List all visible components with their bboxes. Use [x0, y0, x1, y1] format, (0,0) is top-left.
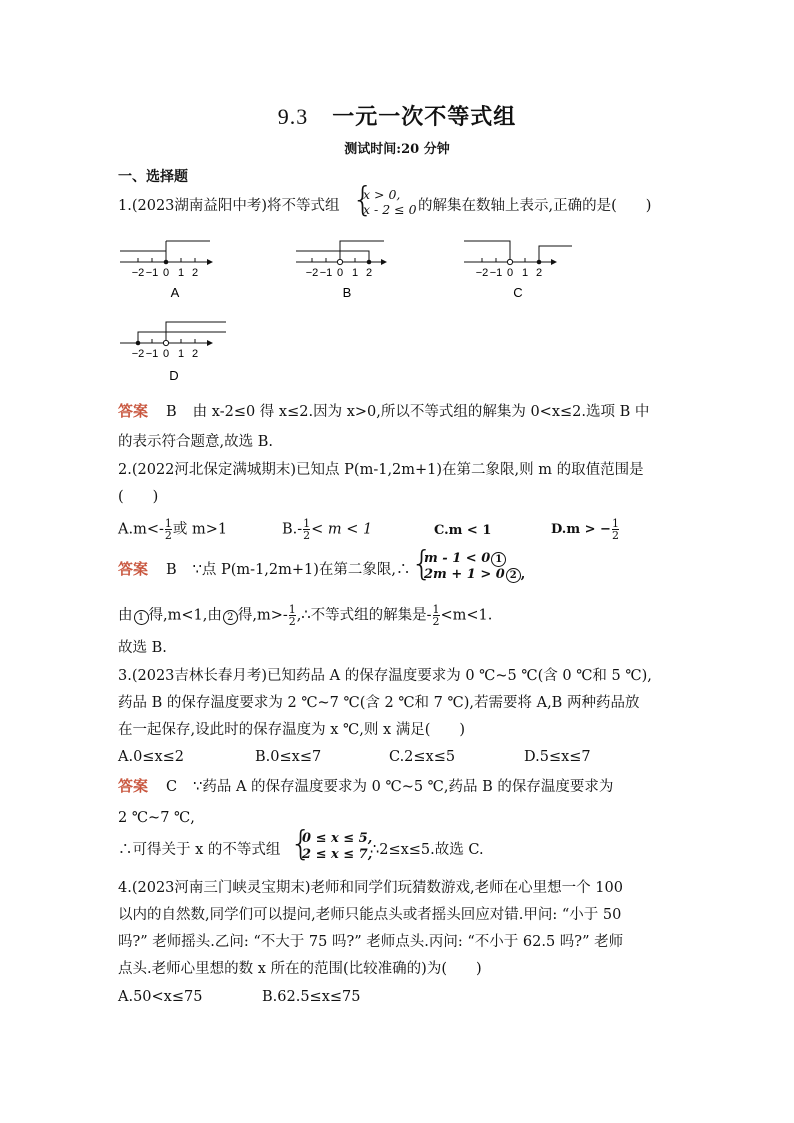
q1-number-lines [0, 0, 794, 400]
tick-label: 0 [162, 348, 170, 360]
tick-label: −2 [475, 267, 489, 279]
q4-stem-line4: 点头.老师心里想的数 x 所在的范围(比较准确的)为( ) [118, 961, 482, 977]
tick-label: 1 [177, 267, 185, 279]
q1-sys-line1: x > 0, [363, 187, 401, 202]
q2-derivation: 由 1 得,m<1,由 2 得,m>- $\frac{1}{2}$ ,∴不等式组的解集是- $\frac{1}{2}$ <m<1. [118, 603, 493, 628]
section-title: 一元一次不等式组 [332, 104, 517, 130]
answer-label: 答案 [118, 403, 149, 420]
q3-option-d[interactable]: D.5≤x≤7 [524, 749, 591, 765]
q3-option-b[interactable]: B.0≤x≤7 [255, 749, 322, 765]
q2-option-c[interactable]: C.m < 1 [434, 523, 492, 538]
q2-option-b[interactable]: B.- $\frac{1}{2}$ < m < 1 [282, 517, 373, 542]
q3-option-a[interactable]: A.0≤x≤2 [118, 749, 185, 765]
q2-stem-line1: 2.(2022河北保定满城期末)已知点 P(m-1,2m+1)在第二象限,则 m 的取值范围是 [118, 462, 644, 478]
q1-stem-suffix: 的解集在数轴上表示,正确的是( ) [418, 198, 652, 214]
option-c-number-line[interactable] [464, 241, 572, 300]
q3-stem-line1: 3.(2023吉林长春月考)已知药品 A 的保存温度要求为 0 ℃~5 ℃(含 0 ℃和 5 ℃), [118, 668, 652, 684]
q1-explanation-line2: 的表示符合题意,故选 B. [118, 434, 273, 450]
tick-label: 0 [162, 267, 170, 279]
circled-number-1: 1 [491, 552, 506, 567]
fraction-half: $\frac{1}{2}$ [164, 517, 172, 542]
q3-sys-line2: 2 ≤ x ≤ 7, [302, 847, 373, 862]
tick-label: −2 [131, 348, 145, 360]
q3-answer-line3-post: ∴2≤x≤5.故选 C. [370, 842, 484, 858]
option-d-number-line[interactable] [120, 322, 226, 383]
section-heading: 一、选择题 [118, 169, 188, 185]
q3-brace: { [290, 824, 312, 864]
tick-label: 2 [191, 267, 199, 279]
tick-label: −2 [131, 267, 145, 279]
section-number: 9.3 [277, 104, 309, 129]
tick-label: 2 [191, 348, 199, 360]
q4-option-b[interactable]: B.62.5≤x≤75 [262, 989, 361, 1005]
q2-option-a[interactable]: A.m<- $\frac{1}{2}$ 或 m>1 [118, 517, 228, 542]
option-b-number-line[interactable] [296, 241, 386, 300]
q3-option-c[interactable]: C.2≤x≤5 [389, 749, 456, 765]
fraction-half: $\frac{1}{2}$ [288, 603, 296, 628]
q1-sys-line2: x - 2 ≤ 0 [363, 202, 417, 217]
q1-answer-line1 [118, 402, 649, 422]
tick-label: −1 [145, 267, 159, 279]
q2-sys-line1: m - 1 < 0 1 [424, 552, 506, 567]
q2-option-d[interactable]: D.m > − $\frac{1}{2}$ [551, 517, 619, 542]
tick-label: 2 [365, 267, 373, 279]
q1-explanation-line1: 由 x-2≤0 得 x≤2.因为 x>0,所以不等式组的解集为 0<x≤2.选项 B 中 [192, 404, 650, 420]
tick-label: 1 [521, 267, 529, 279]
q1-answer-choice: B [166, 404, 177, 420]
q2-answer-choice: B [166, 562, 177, 578]
q2-stem-line2: ( ) [118, 489, 159, 505]
q4-stem-line2: 以内的自然数,同学们可以提问,老师只能点头或者摇头回应对错.甲问: “小于 50 [118, 907, 622, 923]
q3-answer-choice: C [166, 779, 178, 795]
q4-stem-line3: 吗?” 老师摇头.乙问: “不大于 75 吗?” 老师点头.丙问: “不小于 62.5 吗?” 老师 [118, 934, 624, 950]
tick-label: 1 [351, 267, 359, 279]
q2-answer-line1 [118, 560, 411, 580]
q4-option-a[interactable]: A.50<x≤75 [118, 989, 203, 1005]
q3-stem-line2: 药品 B 的保存温度要求为 2 ℃~7 ℃(含 2 ℃和 7 ℃),若需要将 A,B 两种药品放 [118, 695, 640, 711]
answer-label: 答案 [118, 778, 149, 795]
q3-stem-line3: 在一起保存,设此时的保存温度为 x ℃,则 x 满足( ) [118, 722, 466, 738]
tick-label: −2 [305, 267, 319, 279]
q3-answer-line2: 2 ℃~7 ℃, [118, 810, 195, 826]
tick-label: 2 [535, 267, 543, 279]
tick-label: 1 [177, 348, 185, 360]
q2-brace: { [411, 544, 433, 584]
option-a-number-line[interactable] [120, 241, 212, 300]
fraction-half: $\frac{1}{2}$ [611, 517, 619, 542]
q3-answer-line3-pre: ∴可得关于 x 的不等式组 [118, 842, 281, 858]
tick-label: 0 [336, 267, 344, 279]
q2-answer-text: ∵点 P(m-1,2m+1)在第二象限,∴ [192, 562, 411, 578]
circled-number-2: 2 [506, 568, 521, 583]
answer-label: 答案 [118, 561, 149, 578]
option-a-label: A [170, 285, 180, 300]
q3-answer-line1: 答案 C ∵药品 A 的保存温度要求为 0 ℃~5 ℃,药品 B 的保存温度要求为 [118, 778, 614, 795]
q4-stem-line1: 4.(2023河南三门峡灵宝期末)老师和同学们玩猜数游戏,老师在心里想一个 100 [118, 880, 623, 896]
test-time: 测试时间:20 分钟 [344, 142, 450, 157]
q1-stem-prefix: 1.(2023湖南益阳中考)将不等式组 [118, 198, 340, 214]
circled-number-2: 2 [223, 610, 238, 625]
circled-number-1: 1 [134, 610, 149, 625]
option-c-label: C [513, 285, 523, 300]
tick-label: −1 [489, 267, 503, 279]
tick-label: −1 [319, 267, 333, 279]
option-b-label: B [342, 285, 352, 300]
tick-label: −1 [145, 348, 159, 360]
tick-label: 0 [506, 267, 514, 279]
q1-brace: { [352, 180, 374, 220]
fraction-half: $\frac{1}{2}$ [432, 603, 440, 628]
fraction-half: $\frac{1}{2}$ [303, 517, 311, 542]
q2-conclusion: 故选 B. [118, 640, 167, 656]
q3-sys-line1: 0 ≤ x ≤ 5, [302, 831, 373, 846]
q2-sys-line2: 2m + 1 > 0 2 , [424, 567, 526, 582]
option-d-label: D [169, 368, 179, 383]
